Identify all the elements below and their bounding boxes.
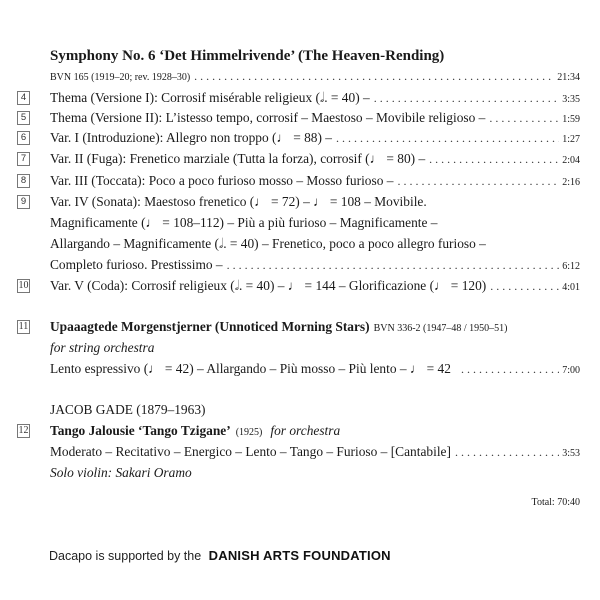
track-title: Var. II (Fuga): Frenetico marziale (Tutta la forza), corrosif (♩ = 80) – — [50, 151, 426, 166]
work3-title-line — [50, 421, 580, 441]
track-row — [50, 276, 580, 296]
track-title-line-2: Magnificamente (♩ = 108–112) – Più a più furioso – Magnificamente – — [50, 215, 438, 230]
work2-subtitle-line — [50, 338, 580, 358]
symphony-title: Symphony No. 6 ‘Det Himmelrivende’ (The Heaven-Rending) — [50, 48, 445, 64]
track-title: Thema (Versione II): L’istesso tempo, corrosif – Maestoso – Movibile religioso – — [50, 110, 486, 125]
track-row — [50, 171, 580, 191]
symphony-duration: 21:34 — [557, 72, 580, 83]
track-title: Var. V (Coda): Corrosif religieux (𝅗𝅥. = 40) – ♩ = 144 – Glorificazione (♩ = 120) — [50, 278, 487, 293]
track-number-10: 10 — [18, 280, 29, 291]
leader-dots — [194, 66, 554, 86]
track-row — [50, 128, 580, 148]
work3-soloist-line — [50, 463, 580, 483]
leader-dots — [461, 359, 559, 379]
leader-dots — [490, 276, 559, 296]
track-row — [50, 88, 580, 108]
work3-year: (1925) — [235, 427, 263, 438]
work2-tempo-line — [50, 359, 580, 379]
work3-tempo: Moderato – Recitativo – Energico – Lento – Tango – Furioso – [Cantabile] — [50, 444, 451, 459]
leader-dots — [336, 128, 559, 148]
track-title-line-3: Allargando – Magnificamente (𝅗𝅥. = 40) – Frenetico, poco a poco allegro furioso – — [50, 236, 486, 251]
track-number-9: 9 — [17, 195, 30, 209]
track-title: Var. I (Introduzione): Allegro non troppo (♩ = 88) – — [50, 130, 332, 145]
symphony-catalog: BVN 165 (1919–20; rev. 1928–30) — [50, 72, 191, 83]
track-number-8: 8 — [17, 174, 30, 188]
symphony-catalog-line — [50, 66, 580, 86]
track-row — [50, 192, 580, 212]
track-title: Thema (Versione I): Corrosif misérable religieux (𝅗𝅥. = 40) – — [50, 90, 370, 105]
work2-tempo: Lento espressivo (♩ = 42) – Allargando – Più mosso – Più lento – ♩ = 42 — [50, 361, 451, 376]
composer-line — [50, 400, 580, 420]
track-number-6: 6 — [17, 131, 30, 145]
track-title: Var. III (Toccata): Poco a poco furioso mosso – Mosso furioso – — [50, 173, 394, 188]
work3-soloist: Solo violin: Sakari Oramo — [50, 465, 192, 480]
track-duration: 2:04 — [562, 155, 580, 166]
track-title-line-4: Completo furioso. Prestissimo – — [50, 257, 223, 272]
work2-title: Upaaagtede Morgenstjerner (Unnoticed Morning Stars) — [50, 319, 370, 334]
total-duration: Total: 70:40 — [531, 497, 580, 508]
track-number-11: 11 — [18, 321, 29, 332]
track-row — [50, 108, 580, 128]
track-number-7: 7 — [17, 152, 30, 166]
track-row — [50, 149, 580, 169]
track-duration: 4:01 — [562, 282, 580, 293]
work2-subtitle: for string orchestra — [50, 340, 155, 355]
track-number-5: 5 — [17, 111, 30, 125]
sponsor-prefix: Dacapo is supported by the — [49, 549, 202, 563]
symphony-title-line — [50, 46, 580, 66]
track-number-4: 4 — [17, 91, 30, 105]
leader-dots — [489, 108, 559, 128]
track-row-continued — [50, 255, 580, 275]
work3-tempo-line — [50, 442, 580, 462]
work3-title: Tango Jalousie ‘Tango Tzigane’ — [50, 423, 231, 438]
leader-dots — [397, 171, 559, 191]
sponsor-brand: DANISH ARTS FOUNDATION — [208, 548, 391, 563]
track-duration: 1:59 — [562, 114, 580, 125]
leader-dots — [374, 88, 560, 108]
track-row-continued — [50, 234, 580, 254]
track-duration: 2:16 — [562, 177, 580, 188]
leader-dots — [455, 442, 559, 462]
track-number-12: 12 — [18, 425, 29, 436]
track-duration: 6:12 — [562, 261, 580, 272]
track-row-continued — [50, 213, 580, 233]
sponsor-credit — [49, 548, 391, 563]
composer-name: JACOB GADE (1879–1963) — [50, 402, 206, 417]
track-duration: 1:27 — [562, 134, 580, 145]
work2-catalog: BVN 336-2 (1947–48 / 1950–51) — [373, 323, 508, 334]
leader-dots — [429, 149, 559, 169]
work2-duration: 7:00 — [562, 365, 580, 376]
leader-dots — [227, 255, 560, 275]
work3-subtitle: for orchestra — [270, 423, 341, 438]
work3-duration: 3:53 — [562, 448, 580, 459]
work2-title-line — [50, 317, 580, 337]
track-duration: 3:35 — [562, 94, 580, 105]
track-title-line-1: Var. IV (Sonata): Maestoso frenetico (♩ = 72) – ♩ = 108 – Movibile. — [50, 194, 427, 209]
